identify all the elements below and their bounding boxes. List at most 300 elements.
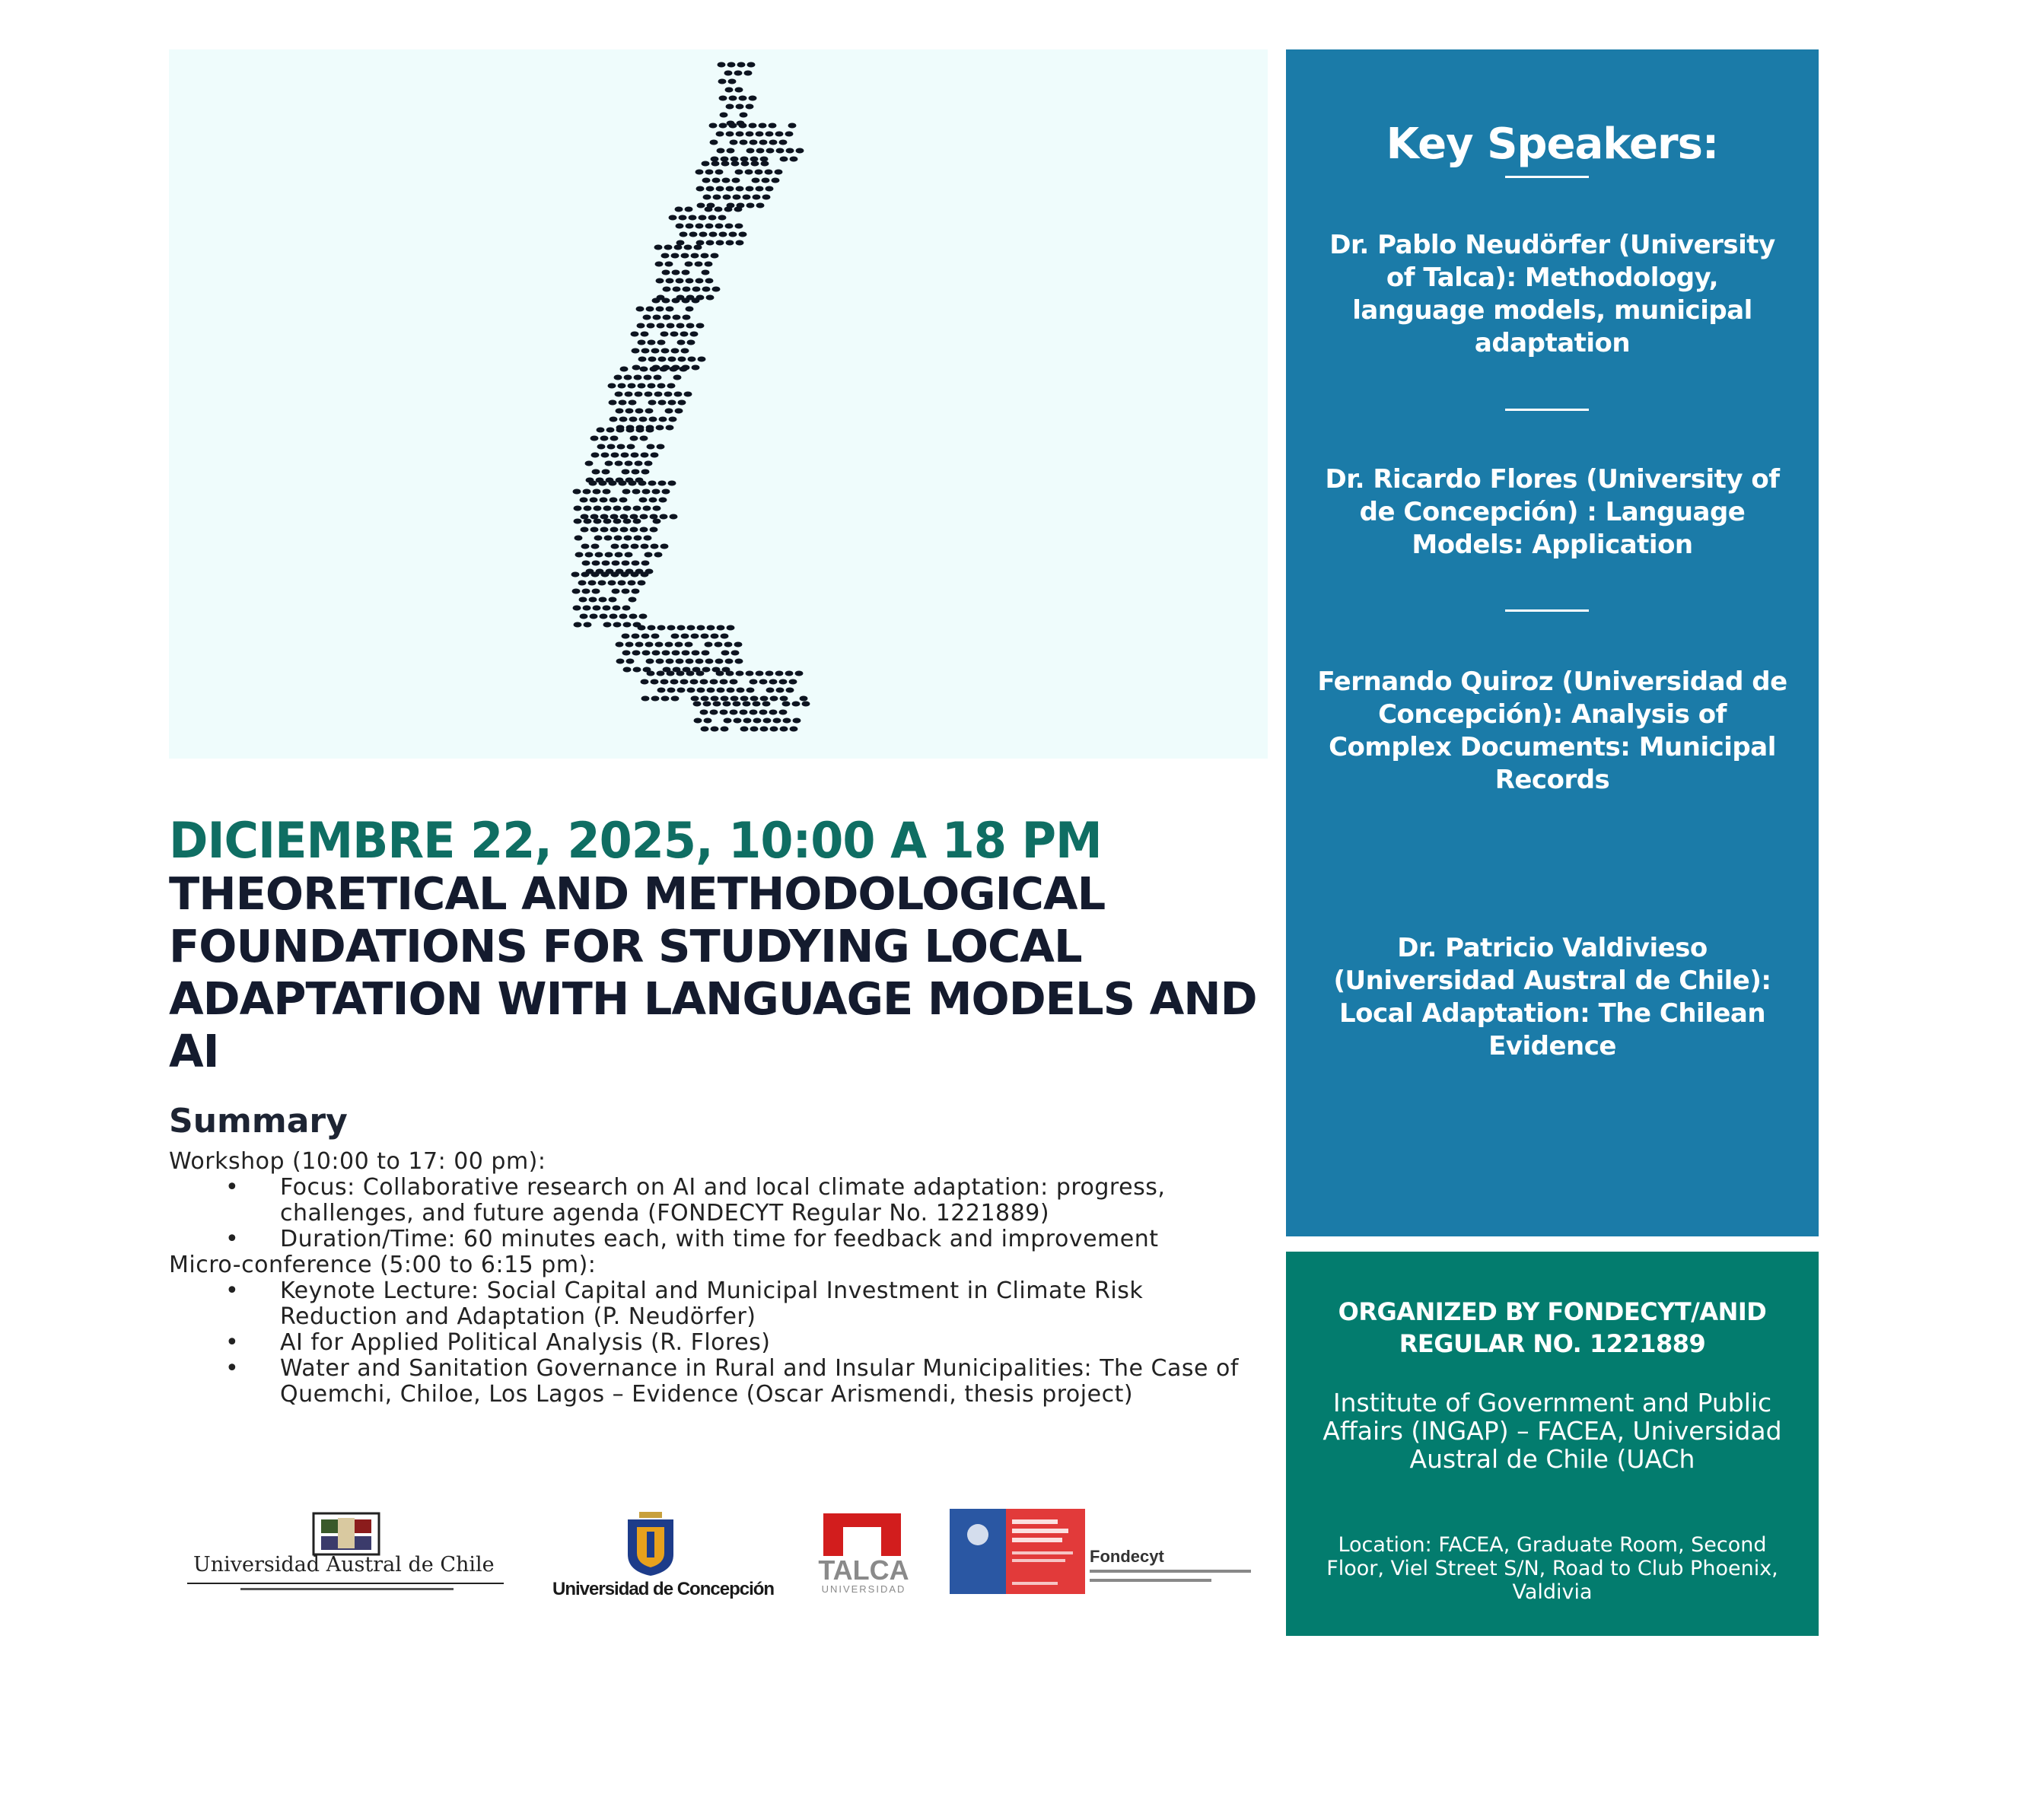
map-dot: [694, 245, 702, 250]
map-dot: [638, 383, 646, 389]
map-dot: [790, 157, 798, 162]
map-dot: [715, 224, 724, 229]
map-dot: [676, 240, 685, 246]
map-dot: [663, 287, 671, 292]
map-dot: [705, 659, 714, 664]
map-dot: [589, 481, 597, 486]
map-dot: [636, 428, 645, 433]
conference-list: [169, 1278, 1249, 1408]
map-dot: [711, 727, 719, 732]
map-dot: [641, 696, 650, 702]
map-dot: [721, 696, 729, 702]
map-dot: [681, 348, 689, 354]
map-dot: [711, 696, 719, 702]
map-dot: [641, 332, 649, 337]
map-dot: [782, 702, 791, 707]
map-dot: [675, 642, 683, 648]
map-dot: [624, 375, 632, 380]
map-dot: [739, 232, 747, 237]
map-dot: [617, 444, 625, 450]
map-dot: [659, 498, 667, 503]
map-dot: [574, 506, 582, 511]
map-dot: [727, 688, 735, 693]
map-dot: [600, 614, 608, 619]
map-dot: [614, 536, 622, 541]
map-dot: [681, 253, 689, 259]
map-dot: [599, 481, 607, 486]
map-dot: [683, 287, 691, 292]
map-dot: [725, 88, 734, 93]
map-dot: [750, 727, 759, 732]
map-dot: [705, 170, 714, 175]
map-dot: [769, 679, 778, 685]
map-dot: [766, 132, 774, 137]
map-dot: [609, 597, 617, 603]
map-dot: [662, 298, 670, 304]
map-dot: [668, 481, 676, 486]
map-dot: [749, 123, 757, 129]
map-dot: [611, 453, 619, 458]
map-dot: [660, 332, 669, 337]
map-dot: [627, 444, 635, 450]
map-dot: [635, 409, 644, 414]
map-dot: [756, 148, 765, 154]
map-dot: [701, 634, 709, 639]
map-dot: [695, 262, 703, 267]
map-dot: [633, 506, 641, 511]
map-dot: [590, 527, 599, 533]
map-dot: [575, 536, 583, 541]
map-dot: [646, 659, 654, 664]
map-dot: [716, 671, 724, 676]
map-dot: [622, 561, 630, 566]
map-dot: [612, 561, 620, 566]
map-dot: [646, 307, 654, 312]
map-dot: [581, 572, 590, 578]
map-dot: [720, 679, 728, 685]
map-dot: [640, 367, 648, 372]
map-dot: [686, 671, 695, 676]
map-dot: [601, 453, 610, 458]
map-dot: [597, 444, 606, 450]
map-dot: [654, 552, 663, 558]
list-item: • Keynote Lecture: Social Capital and Municipal Investment in Climate Risk Reduction and Adaptation (P. Neudörfer): [280, 1278, 1249, 1330]
map-dot: [715, 659, 724, 664]
map-dot: [746, 148, 755, 154]
map-dot: [647, 444, 655, 450]
map-dot: [657, 383, 666, 389]
map-dot: [780, 696, 788, 702]
map-dot: [721, 157, 729, 162]
map-dot: [721, 651, 730, 656]
map-dot: [770, 696, 778, 702]
map-dot: [695, 278, 704, 284]
map-dot: [637, 323, 645, 329]
map-dot: [629, 614, 638, 619]
map-dot: [725, 659, 734, 664]
map-dot: [624, 536, 632, 541]
map-dot: [689, 215, 697, 221]
map-dot: [603, 622, 612, 628]
map-dot: [634, 536, 642, 541]
list-item: • AI for Applied Political Analysis (R. Flores): [280, 1330, 1249, 1356]
map-dot: [671, 348, 680, 354]
map-dot: [665, 642, 673, 648]
divider: [1505, 176, 1589, 178]
map-dot: [707, 688, 715, 693]
map-dot: [669, 215, 677, 221]
map-dot: [716, 240, 724, 246]
map-dot: [651, 453, 659, 458]
map-dot: [673, 287, 681, 292]
map-dot: [793, 718, 801, 724]
map-dot: [623, 622, 632, 628]
map-dot: [746, 104, 754, 110]
map-dot: [623, 519, 632, 524]
map-dot: [678, 357, 686, 362]
map-dot: [721, 634, 729, 639]
map-dot: [675, 207, 683, 212]
map-dot: [610, 614, 618, 619]
uach-crest-icon: [187, 1510, 507, 1594]
map-dot: [743, 195, 751, 200]
map-dot: [622, 469, 630, 475]
map-dot: [657, 688, 666, 693]
map-dot: [670, 679, 679, 685]
map-dot: [702, 270, 710, 275]
map-dot: [756, 671, 764, 676]
map-dot: [709, 123, 718, 129]
map-dot: [603, 606, 611, 611]
map-dot: [670, 367, 678, 372]
map-dot: [759, 710, 768, 715]
map-dot: [580, 498, 588, 503]
map-dot: [640, 514, 648, 520]
map-dot: [629, 481, 637, 486]
map-dot: [591, 544, 600, 549]
map-dot: [683, 315, 691, 320]
map-dot: [724, 207, 733, 212]
map-dot: [618, 383, 626, 389]
map-dot: [730, 679, 738, 685]
map-dot: [625, 409, 634, 414]
talca-sublabel: UNIVERSIDAD: [821, 1583, 906, 1595]
conference-label: Micro-conference (5:00 to 6:15 pm):: [169, 1252, 597, 1278]
map-dot: [661, 253, 670, 259]
map-dot: [766, 186, 774, 192]
map-dot: [705, 278, 714, 284]
map-dot: [614, 375, 622, 380]
map-dot: [724, 71, 733, 76]
map-dot: [582, 561, 590, 566]
map-dot: [643, 315, 651, 320]
map-dot: [788, 123, 797, 129]
fondecyt-label: Fondecyt: [1090, 1547, 1164, 1566]
map-dot: [750, 157, 759, 162]
map-dot: [702, 178, 711, 183]
map-dot: [724, 718, 732, 724]
map-dot: [773, 718, 781, 724]
map-dot: [616, 428, 625, 433]
map-dot: [622, 606, 631, 611]
map-dot: [590, 614, 598, 619]
map-dot: [687, 688, 695, 693]
map-dot: [780, 157, 788, 162]
map-dot: [680, 232, 688, 237]
map-dot: [578, 581, 587, 586]
map-dot: [631, 453, 639, 458]
map-dot: [759, 123, 767, 129]
map-dot: [616, 642, 624, 648]
map-dot: [785, 671, 794, 676]
map-dot: [611, 572, 619, 578]
map-dot: [730, 157, 739, 162]
map-dot: [666, 659, 674, 664]
map-dot: [779, 140, 788, 145]
summary-heading: Summary: [169, 1102, 348, 1141]
map-dot: [594, 506, 602, 511]
map-dot: [602, 469, 610, 475]
map-dot: [641, 561, 650, 566]
map-dot: [641, 469, 650, 475]
map-dot: [647, 323, 655, 329]
map-dot: [579, 597, 587, 603]
map-dot: [736, 240, 744, 246]
map-dot: [619, 417, 628, 422]
map-dot: [666, 425, 674, 431]
map-dot: [692, 651, 700, 656]
map-dot: [631, 572, 639, 578]
map-dot: [736, 671, 744, 676]
map-dot: [639, 417, 648, 422]
map-dot: [659, 417, 667, 422]
map-dot: [667, 671, 675, 676]
map-dot: [709, 232, 718, 237]
map-dot: [692, 365, 700, 371]
map-dot: [699, 215, 707, 221]
map-dot: [584, 506, 592, 511]
map-dot: [603, 519, 612, 524]
map-dot: [710, 140, 718, 145]
map-dot: [649, 417, 657, 422]
map-dot: [736, 132, 744, 137]
map-dot: [677, 688, 686, 693]
map-dot: [641, 453, 649, 458]
map-dot: [706, 240, 715, 246]
map-dot: [612, 589, 620, 594]
map-dot: [645, 552, 653, 558]
map-dot: [613, 606, 621, 611]
map-dot: [672, 298, 680, 304]
map-dot: [658, 481, 667, 486]
map-dot: [712, 287, 721, 292]
map-dot: [680, 679, 689, 685]
map-dot: [686, 323, 695, 329]
map-dot: [640, 527, 648, 533]
map-dot: [760, 727, 769, 732]
map-dot: [647, 671, 655, 676]
map-dot: [622, 634, 630, 639]
map-dot: [752, 178, 760, 183]
map-dot: [648, 357, 657, 362]
map-dot: [638, 340, 646, 345]
map-dot: [751, 161, 759, 167]
map-dot: [622, 589, 630, 594]
map-dot: [682, 298, 690, 304]
map-dot: [677, 340, 686, 345]
map-dot: [686, 224, 694, 229]
map-dot: [635, 461, 643, 466]
map-dot: [696, 671, 705, 676]
divider: [1505, 409, 1589, 411]
map-dot: [620, 514, 629, 520]
map-dot: [682, 270, 690, 275]
map-dot: [667, 625, 676, 631]
fondecyt-logo: [950, 1509, 1254, 1594]
map-dot: [720, 710, 728, 715]
map-dot: [657, 625, 666, 631]
map-dot: [711, 161, 720, 167]
map-dot: [669, 417, 677, 422]
map-dot: [632, 469, 640, 475]
map-dot: [691, 696, 699, 702]
map-dot: [658, 400, 667, 406]
map-dot: [638, 481, 647, 486]
map-dot: [726, 186, 734, 192]
map-dot: [657, 671, 665, 676]
map-dot: [607, 444, 616, 450]
map-dot: [740, 140, 748, 145]
map-dot: [610, 498, 618, 503]
map-dot: [704, 718, 712, 724]
map-dot: [740, 113, 748, 118]
map-dot: [572, 589, 581, 594]
map-dot: [583, 606, 591, 611]
map-dot: [661, 696, 670, 702]
map-dot: [641, 348, 650, 354]
map-dot: [728, 79, 737, 84]
map-dot: [705, 642, 713, 648]
map-dot: [701, 696, 709, 702]
uach-logo: [187, 1510, 507, 1594]
map-dot: [625, 392, 633, 397]
map-dot: [775, 132, 784, 137]
map-dot: [786, 688, 794, 693]
map-dot: [620, 527, 629, 533]
map-dot: [595, 552, 603, 558]
map-dot: [626, 659, 635, 664]
map-dot: [676, 323, 685, 329]
map-dot: [685, 262, 693, 267]
map-dot: [708, 215, 717, 221]
map-dot: [660, 544, 669, 549]
map-dot: [584, 622, 592, 628]
map-dot: [655, 262, 664, 267]
summary-body: [169, 1149, 1249, 1408]
map-dot: [638, 357, 647, 362]
map-dot: [688, 357, 696, 362]
map-dot: [654, 245, 663, 250]
map-dot: [672, 270, 680, 275]
map-dot: [656, 425, 664, 431]
map-dot: [623, 506, 632, 511]
map-dot: [622, 651, 631, 656]
map-dot: [686, 278, 694, 284]
map-dot: [711, 157, 719, 162]
map-dot: [723, 702, 731, 707]
map-dot: [789, 679, 797, 685]
map-dot: [790, 727, 798, 732]
map-dot: [672, 651, 680, 656]
map-dot: [590, 498, 598, 503]
map-dot: [700, 710, 708, 715]
map-dot: [650, 514, 658, 520]
udec-logo: [548, 1510, 775, 1602]
map-dot: [619, 400, 627, 406]
map-dot: [766, 148, 775, 154]
map-dot: [674, 392, 683, 397]
map-dot: [592, 589, 600, 594]
map-dot: [645, 461, 653, 466]
map-dot: [621, 572, 629, 578]
map-dot: [776, 148, 785, 154]
map-dot: [635, 642, 644, 648]
map-dot: [671, 696, 680, 702]
map-dot: [656, 307, 664, 312]
map-dot: [737, 62, 746, 68]
map-dot: [629, 417, 638, 422]
map-dot: [735, 224, 743, 229]
map-dot: [727, 148, 735, 154]
map-dot: [648, 400, 657, 406]
map-dot: [706, 295, 715, 301]
map-dot: [711, 253, 719, 259]
map-dot: [729, 232, 737, 237]
map-dot: [718, 62, 726, 68]
map-dot: [740, 157, 749, 162]
map-dot: [657, 340, 666, 345]
map-dot: [736, 186, 744, 192]
map-dot: [720, 113, 728, 118]
map-dot: [651, 634, 660, 639]
map-dot: [633, 667, 641, 673]
map-dot: [641, 572, 649, 578]
map-dot: [726, 132, 734, 137]
map-dot: [642, 489, 651, 495]
map-dot: [716, 132, 724, 137]
map-dot: [710, 679, 718, 685]
udec-label: Universidad de Concepción: [552, 1579, 775, 1599]
organizer-title: ORGANIZED BY FONDECYT/ANID REGULAR NO. 1221889: [1338, 1297, 1767, 1358]
map-dot: [747, 62, 756, 68]
map-dot: [664, 245, 673, 250]
map-dot: [671, 253, 680, 259]
map-dot: [680, 367, 688, 372]
map-dot: [739, 96, 747, 101]
map-dot: [650, 527, 658, 533]
map-dot: [750, 679, 758, 685]
map-dot: [662, 489, 670, 495]
map-dot: [750, 710, 758, 715]
map-dot: [755, 170, 763, 175]
map-dot: [619, 498, 628, 503]
map-dot: [581, 527, 589, 533]
map-dot: [681, 634, 689, 639]
map-dot: [695, 659, 704, 664]
map-dot: [730, 710, 738, 715]
map-dot: [603, 489, 611, 495]
map-dot: [591, 572, 600, 578]
